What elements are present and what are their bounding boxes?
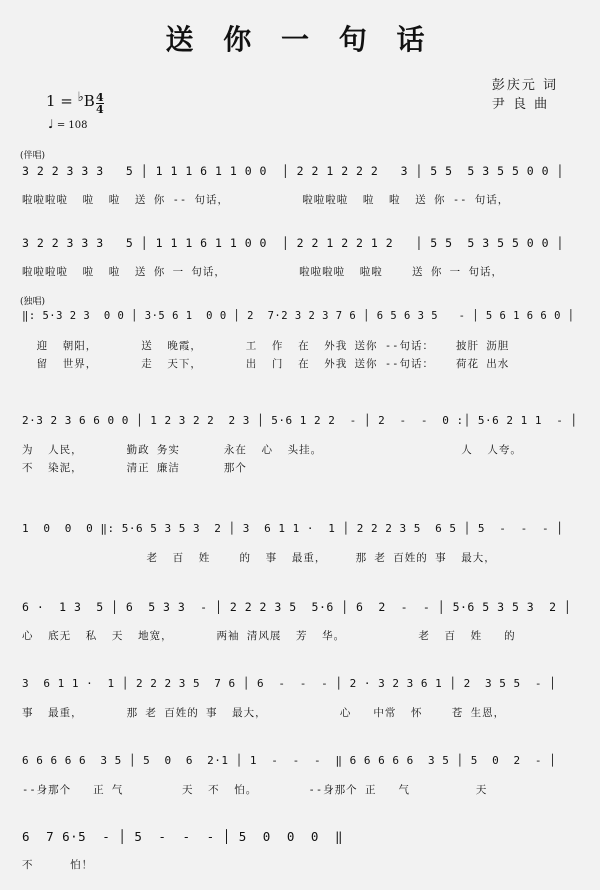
credits	[492, 76, 558, 114]
numbered-notation: 3 6 1 1 · 1 │ 2 2 2 3 5 7 6 │ 6 - - - │ 2 · 3 2 3 6 1 │ 2 3 5 5 - │	[22, 677, 557, 690]
lyricist: 彭庆元 词	[491, 78, 558, 93]
numbered-notation: ‖: 5·3 2 3 0 0 │ 3·5 6 1 0 0 │ 2 7·2 3 2 3 7 6 │ 6 5 6 3 5 - │ 5 6 1 6 6 0 │	[22, 310, 575, 322]
lyric-line: 不 染泥， 清正 廉洁 那个	[22, 462, 247, 474]
lyric-line: 啦啦啦啦 啦 啦 送 你 一 句话， 啦啦啦啦 啦啦 送 你 一 句话，	[22, 266, 504, 278]
notation-line	[20, 308, 580, 330]
lyric-line: 事 最重， 那 老 百姓的 事 最大， 心 中常 怀 苍 生恩，	[22, 707, 506, 719]
lyric-line: 留 世界， 走 天下， 出 门 在 外我 送你 --句话： 荷花 出水	[22, 358, 510, 370]
time-sig-top: 4	[96, 91, 104, 104]
lyric-line: 啦啦啦啦 啦 啦 送 你 -- 句话， 啦啦啦啦 啦 啦 送 你 -- 句话，	[22, 194, 510, 206]
lyric-line: --身那个 正 气 天 不 怕。 --身那个 正 气 天	[22, 784, 488, 796]
tempo-value: = 108	[53, 120, 88, 131]
numbered-notation: 6 7 6·5 - │ 5 - - - │ 5 0 0 0 ‖	[22, 829, 344, 844]
notation-line	[20, 827, 580, 849]
song-title: 送 你 一 句 话	[165, 23, 435, 56]
time-signature	[96, 92, 104, 115]
key-prefix: 1 =	[46, 92, 78, 110]
tempo-marking	[48, 117, 88, 131]
composer: 尹 良 曲	[491, 97, 550, 112]
numbered-notation: 6 · 1 3 5 │ 6 5 3 3 - │ 2 2 2 3 5 5·6 │ 6 2 - - │ 5·6 5 3 5 3 2 │	[22, 600, 572, 614]
numbered-notation: 6 6 6 6 6 3 5 │ 5 0 6 2·1 │ 1 - - - ‖ 6 6 6 6 6 3 5 │ 5 0 2 - │	[22, 754, 557, 767]
quarter-note-icon: ♩	[48, 117, 54, 131]
notation-line	[20, 752, 580, 774]
numbered-notation: 3 2 2 3 3 3 5 │ 1 1 1 6 1 1 0 0 │ 2 2 1 2 2 1 2 │ 5 5 5 3 5 5 0 0 │	[22, 236, 564, 250]
lyric-line: 心 底无 私 天 地宽， 两袖 清风展 芳 华。 老 百 姓 的	[22, 630, 516, 642]
flat-sign: ♭	[77, 90, 84, 105]
numbered-notation: 3 2 2 3 3 3 5 │ 1 1 1 6 1 1 0 0 │ 2 2 1 2 2 2 3 │ 5 5 5 3 5 5 0 0 │	[22, 164, 564, 178]
notation-line	[20, 675, 580, 697]
voice-mark: (伴唱)	[20, 151, 46, 161]
lyric-line: 迎 朝阳， 送 晚霞， 工 作 在 外我 送你 --句话： 披肝 沥胆	[22, 340, 510, 352]
numbered-notation: 2·3 2 3 6 6 0 0 │ 1 2 3 2 2 2 3 │ 5·6 1 2 2 - │ 2 - - 0 :│ 5·6 2 1 1 - │	[22, 414, 578, 427]
numbered-notation: 1 0 0 0 ‖: 5·6 5 3 5 3 2 │ 3 6 1 1 · 1 │ 2 2 2 3 5 6 5 │ 5 - - - │	[22, 522, 564, 535]
time-sig-bottom: 4	[96, 103, 104, 116]
voice-mark: (独唱)	[20, 297, 46, 307]
lyric-line: 不 怕！	[22, 859, 94, 871]
key-note: B	[83, 92, 95, 110]
notation-line	[20, 520, 580, 542]
lyric-line: 为 人民， 勤政 务实 永在 心 头挂。 人 人夸。	[22, 444, 522, 456]
notation-line	[20, 162, 580, 184]
key-signature	[46, 92, 95, 110]
lyric-line: 老 百 姓 的 事 最重， 那 老 百姓的 事 最大，	[22, 552, 496, 564]
notation-line	[20, 598, 580, 620]
notation-line	[20, 412, 580, 434]
notation-line	[20, 234, 580, 256]
